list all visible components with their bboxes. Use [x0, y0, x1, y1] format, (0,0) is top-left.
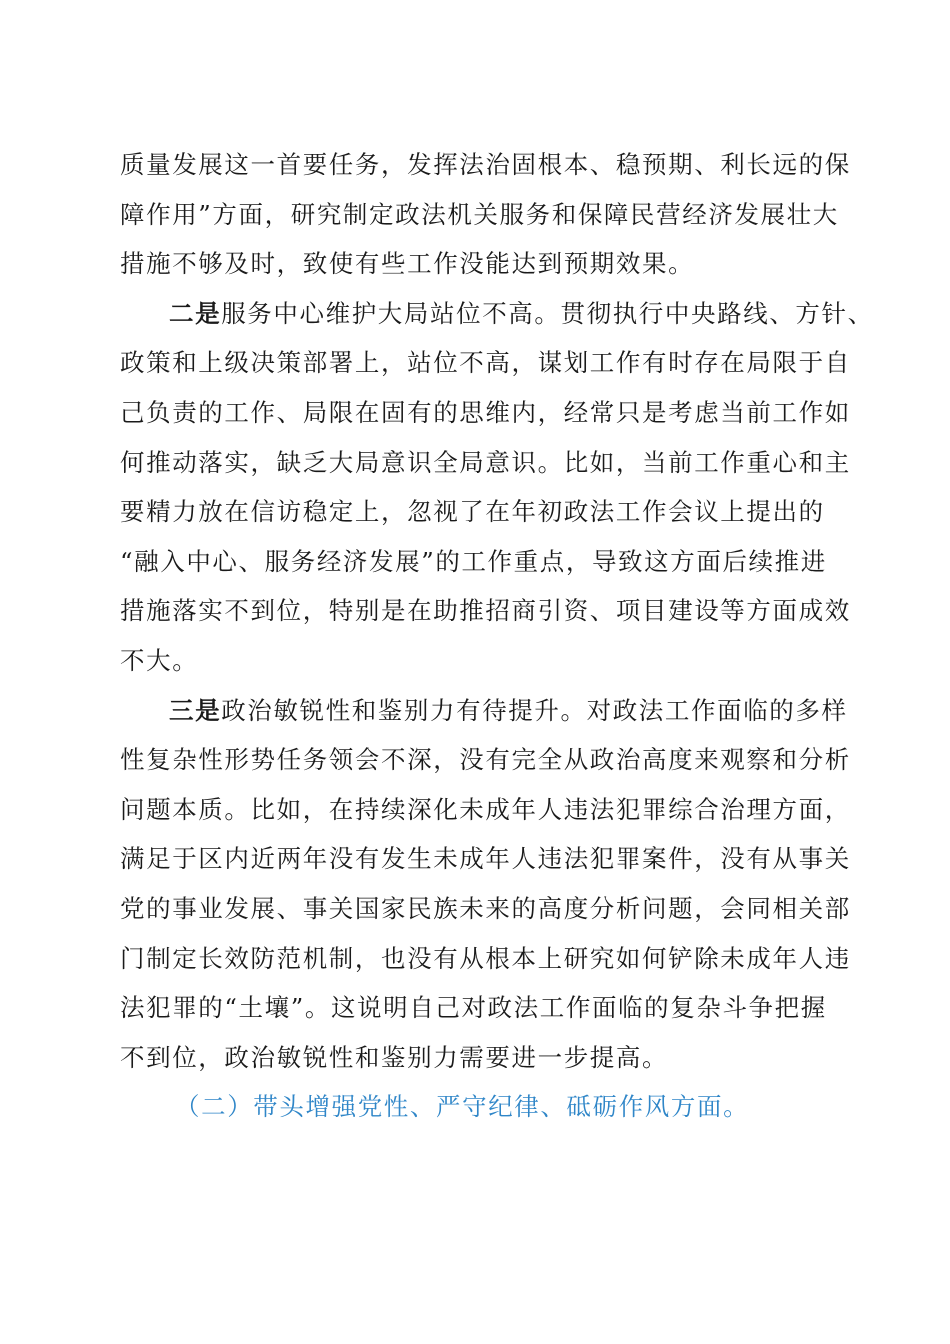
- text-line: 障作用”方面，研究制定政法机关服务和保障民营经济发展壮大: [120, 199, 839, 229]
- paragraph-continuation: [120, 140, 851, 289]
- text-line: 问题本质。比如，在持续深化未成年人违法犯罪综合治理方面，: [120, 794, 851, 824]
- text-line: 措施落实不到位，特别是在助推招商引资、项目建设等方面成效: [120, 596, 851, 626]
- section-heading: （二）带头增强党性、严守纪律、砥砺作风方面。: [175, 1092, 750, 1122]
- text-line: 门制定长效防范机制，也没有从根本上研究如何铲除未成年人违: [120, 943, 851, 973]
- text-line: 党的事业发展、事关国家民族未来的高度分析问题，会同相关部: [120, 893, 851, 923]
- text-line: 性复杂性形势任务领会不深，没有完全从政治高度来观察和分析: [120, 745, 851, 775]
- point-lead-label: 二是: [169, 298, 222, 328]
- text-line: 措施不够及时，致使有些工作没能达到预期效果。: [120, 249, 695, 279]
- text-line: 不大。: [120, 645, 199, 675]
- text-line: “融入中心、服务经济发展”的工作重点，导致这方面后续推进: [120, 546, 827, 576]
- paragraph-point-three: [120, 686, 851, 1083]
- text-line: 政策和上级决策部署上，站位不高，谋划工作有时存在局限于自: [120, 348, 851, 378]
- text-line: 何推动落实，缺乏大局意识全局意识。比如，当前工作重心和主: [120, 447, 851, 477]
- paragraph-first-line: [120, 289, 874, 339]
- text-line: 要精力放在信访稳定上，忽视了在年初政法工作会议上提出的: [120, 497, 825, 527]
- text-line: 满足于区内近两年没有发生未成年人违法犯罪案件，没有从事关: [120, 844, 851, 874]
- document-body: [120, 140, 874, 1132]
- paragraph-first-line: [120, 686, 848, 736]
- text-line: 质量发展这一首要任务，发挥法治固根本、稳预期、利长远的保: [120, 150, 851, 179]
- text-line: 法犯罪的“土壤”。这说明自己对政法工作面临的复杂斗争把握: [120, 993, 827, 1023]
- text-line: 不到位，政治敏锐性和鉴别力需要进一步提高。: [120, 1042, 669, 1072]
- point-lead-label: 三是: [169, 695, 222, 725]
- point-heading-text: 服务中心维护大局站位不高。贯彻执行中央路线、方针、: [221, 298, 874, 328]
- point-heading-text: 政治敏锐性和鉴别力有待提升。对政法工作面临的多样: [221, 695, 848, 725]
- paragraph-point-two: [120, 289, 874, 686]
- text-line: 己负责的工作、局限在固有的思维内，经常只是考虑当前工作如: [120, 397, 851, 427]
